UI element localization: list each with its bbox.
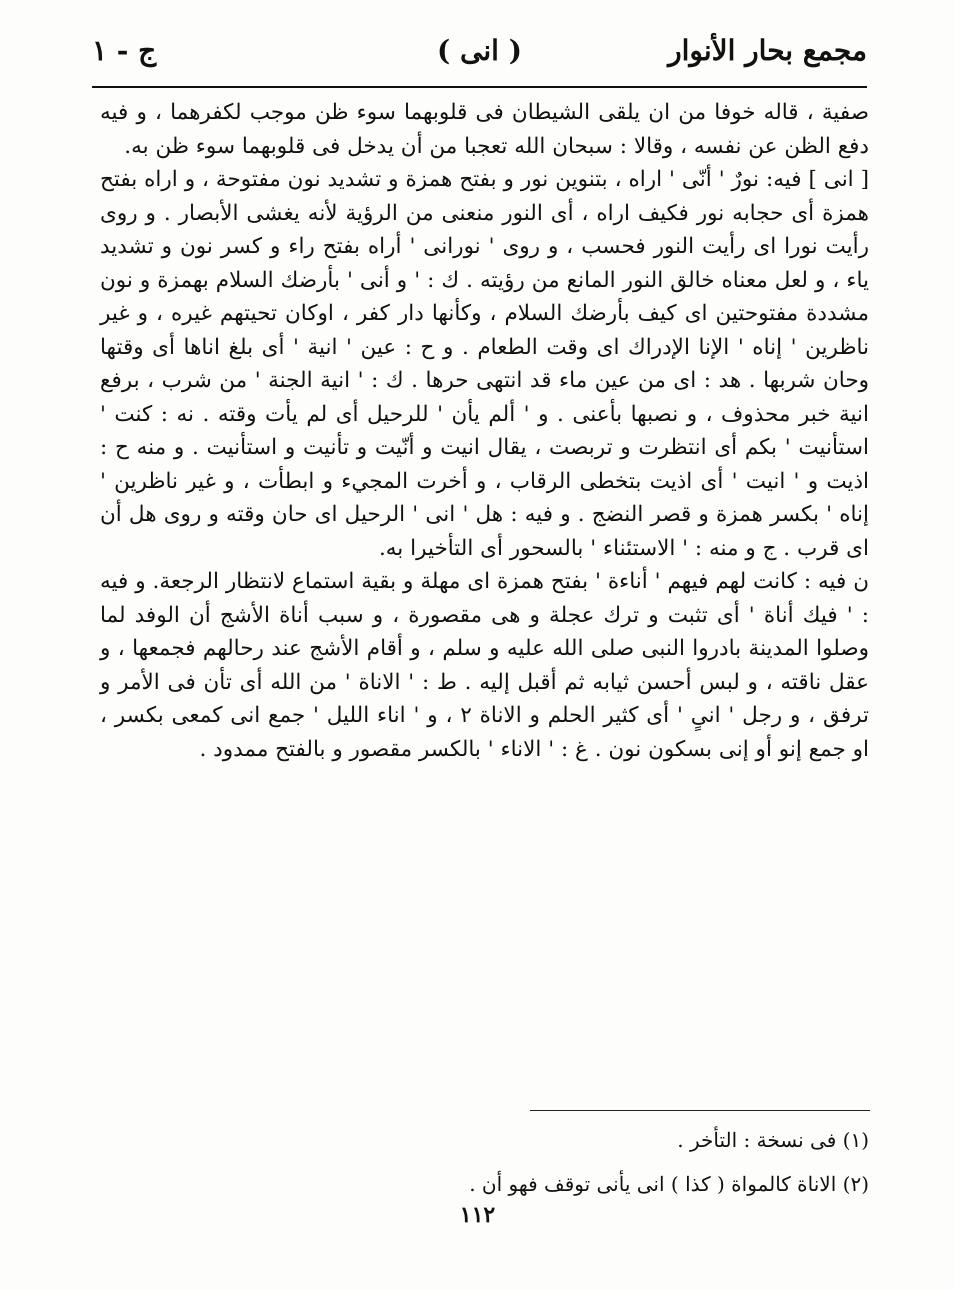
running-header (92, 28, 867, 80)
paragraph: [ انى ] فيه: نورٌ ' أنّى ' اراه ، بتنوين نور و بفتح همزة و تشديد نون مفتوحة ، و اراه بفتح همزة أى حجابه نور فكيف اراه ، أى النور منعنى من الرؤية لأنه يغشى الأبصار . و روى رأيت نورا اى رأيت النور فحسب ، و روى ' نورانى ' أراه بفتح راء و كسر نون و تشديد ياء ، و لعل معناه خالق النور المانع من رؤيته . ك : ' و أنى ' بأرضك السلام بهمزة و نون مشددة مفتوحتين اى كيف بأرضك السلام ، وكأنها دار كفر ، اوكان تحيتهم غيره ، و غير ناظرين ' إناه ' الإنا الإدراك اى وقت الطعام . و ح : عين ' انية ' أى بلغ اناها أى وقتها وحان شربها . هد : اى من عين ماء قد انتهى حرها . ك : ' انية الجنة ' من شرب ، برفع انية خبر محذوف ، و نصبها بأعنى . و ' ألم يأن ' للرحيل أى لم يأت وقته . نه : كنت ' استأنيت ' بكم أى انتظرت و تربصت ، يقال انيت و أنّيت و تأنيت و استأنيت . و منه ح : اذيت و ' انيت ' أى اذيت بتخطى الرقاب ، و أخرت المجيء و ابطأت ، و غير ناظرين ' إناه ' بكسر همزة و قصر النضج . و فيه : هل ' انى ' الرحيل اى حان وقته و روى هل أن اى قرب . ج و منه : ' الاستئناء ' بالسحور أى التأخيرا به. (100, 167, 870, 561)
volume-label: ج - ١ (92, 34, 157, 67)
footnote: (٢) الاناة كالمواة ( كذا ) انى يأنى توقف فهو أن . (469, 1172, 869, 1196)
footnote-rule (530, 1110, 870, 1111)
header-rule (92, 86, 867, 88)
footnote: (١) فى نسخة : التأخر . (677, 1128, 869, 1152)
book-title: مجمع بحار الأنوار (668, 34, 867, 67)
paragraph: ن فيه : كانت لهم فيهم ' أناءة ' بفتح همزة اى مهلة و بقية استماع لانتظار الرجعة. و فيه : ' فيك أناة ' أى تثبت و ترك عجلة و هى مقصورة ، و سبب أناة الأشج أن الوفد لما وصلوا المدينة بادروا النبى صلى الله عليه و سلم ، و أقام الأشج عند رحالهم فجمعها ، و عقل ناقته ، و لبس أحسن ثيابه ثم أقبل إليه . ط : ' الاناة ' من الله أى تأن فى الأمر و ترفق ، و رجل ' انىٍ ' أى كثير الحلم و الاناة ٢ ، و ' اناء الليل ' جمع انى كمعى بكسر ، او جمع إنو أو إنى بسكون نون . غ : ' الاناء ' بالكسر مقصور و بالفتح ممدود . (100, 569, 870, 762)
paragraph: صفية ، قاله خوفا من ان يلقى الشيطان فى قلوبهما سوء ظن موجب لكفرهما ، و فيه دفع الظن عن نفسه ، وقالا : سبحان الله تعجبا من أن يدخل فى قلوبهما سوء ظن به. (100, 100, 869, 159)
entry-heading: ( انى ) (437, 34, 522, 67)
page-number: ١١٢ (459, 1202, 496, 1228)
footnotes (100, 1118, 869, 1206)
main-text (100, 96, 869, 766)
